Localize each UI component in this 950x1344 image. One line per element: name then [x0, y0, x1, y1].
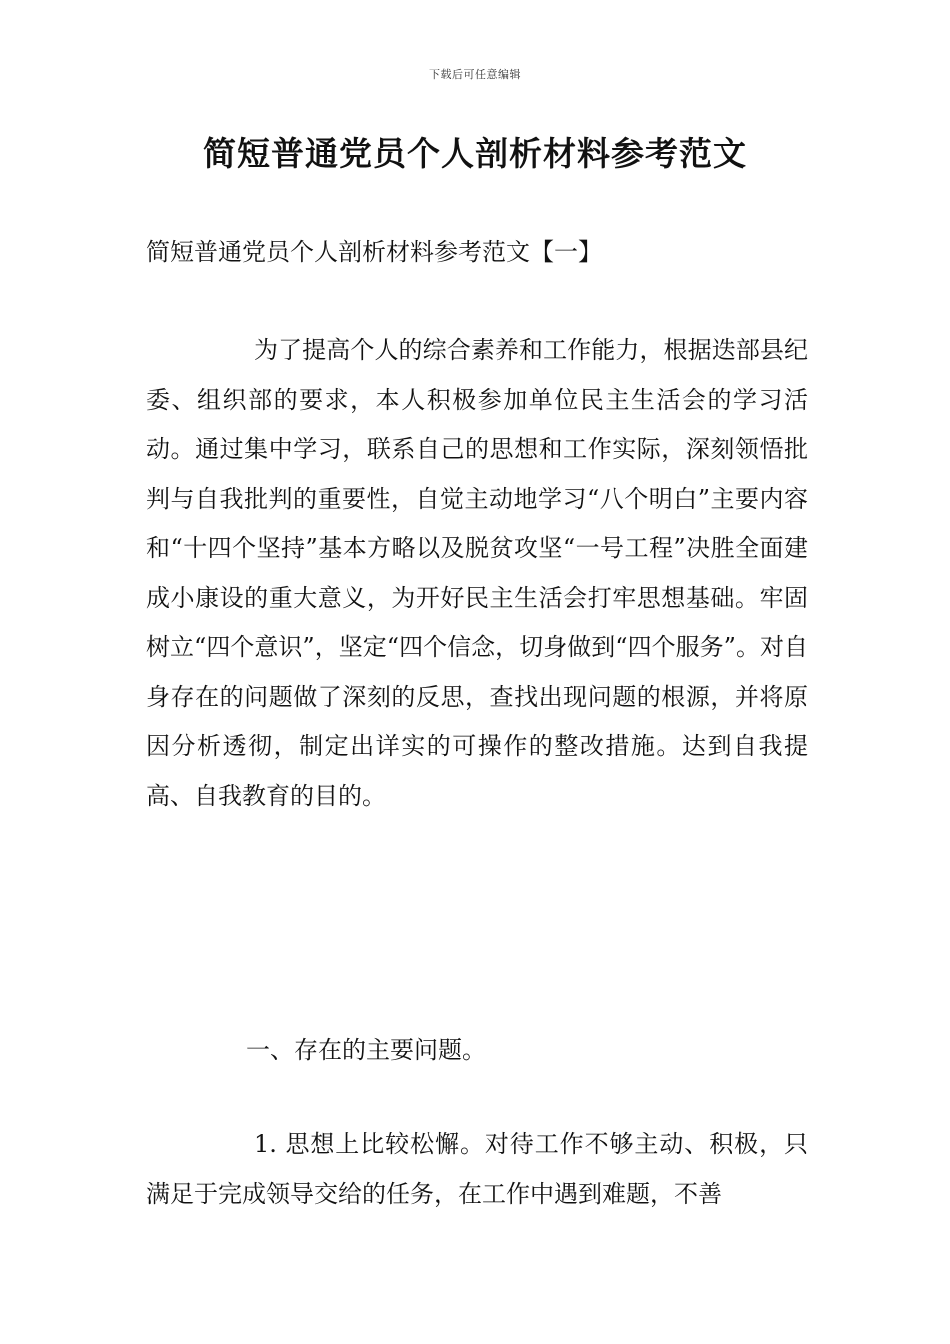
- document-title: 简短普通党员个人剖析材料参考范文: [203, 134, 747, 173]
- document-subtitle: 简短普通党员个人剖析材料参考范文【一】: [146, 238, 602, 266]
- intro-paragraph: 为了提高个人的综合素养和工作能力，根据迭部县纪委、组织部的要求，本人积极参加单位民主生活会的学习活动。通过集中学习，联系自己的思想和工作实际，深刻领悟批判与自我批判的重要性，自觉主动地学习“八个明白”主要内容和“十四个坚持”基本方略以及脱贫攻坚“一号工程”决胜全面建成小康设的重大意义，为开好民主生活会打牢思想基础。牢固树立“四个意识”，坚定“四个信念，切身做到“四个服务”。对自身存在的问题做了深刻的反思，查找出现问题的根源，并将原因分析透彻，制定出详实的可操作的整改措施。达到自我提高、自我教育的目的。: [146, 336, 808, 810]
- problem-item-1-paragraph: 1. 思想上比较松懈。对待工作不够主动、积极，只满足于完成领导交给的任务，在工作中遇到难题，不善: [146, 1130, 808, 1208]
- section-heading-main-problems: 一、存在的主要问题。: [246, 1036, 486, 1064]
- header-note: 下载后可任意编辑: [429, 68, 521, 81]
